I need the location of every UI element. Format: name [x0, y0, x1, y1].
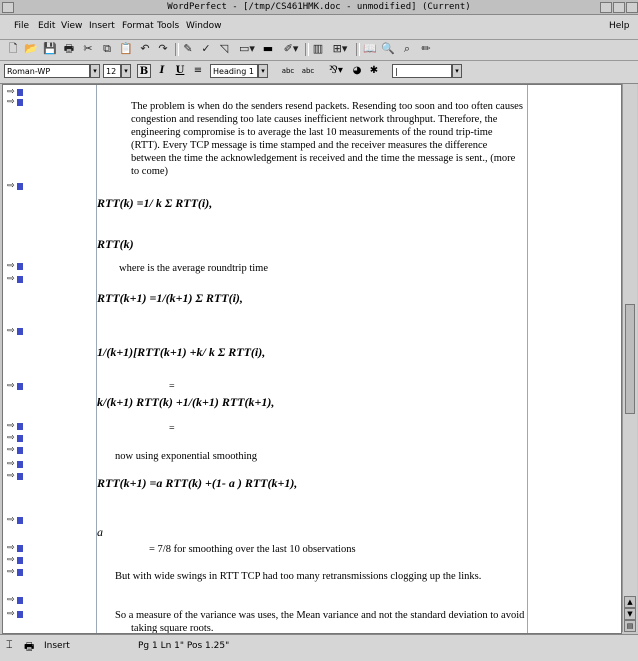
scroll-down-icon[interactable]: ▼ [624, 608, 636, 620]
right-margin-guide [527, 85, 528, 633]
font-name-dropdown[interactable]: ▾ [90, 64, 100, 78]
paragraph-marker[interactable]: ⇨ [7, 447, 25, 455]
window-title: WordPerfect - [/tmp/CS461HMK.doc - unmodified] (Current) [167, 2, 471, 12]
equation-equals-sign: = [169, 381, 175, 392]
equation-rtt-k-plus-1: RTT(k+1) =1/(k+1) Σ RTT(i), [97, 291, 243, 305]
check-icon[interactable]: ✓ [201, 42, 211, 55]
paint-icon[interactable]: ◕ [352, 65, 362, 76]
bold-button[interactable]: B [137, 64, 151, 78]
paragraph-marker[interactable]: ⇨ [7, 461, 25, 469]
cursor-icon[interactable]: ⌶ [6, 638, 13, 651]
paragraph-marker[interactable]: ⇨ [7, 383, 25, 391]
equation-recursive: k/(k+1) RTT(k) +1/(k+1) RTT(k+1), [97, 395, 275, 409]
paragraph-marker[interactable]: ⇨ [7, 611, 25, 619]
open-icon[interactable]: 📂 [24, 42, 38, 55]
printer-icon[interactable]: 🖶 [24, 640, 35, 653]
pen-icon[interactable]: ✏ [421, 42, 431, 55]
menu-window[interactable]: Window [186, 21, 222, 31]
scrollbar-thumb[interactable] [625, 304, 635, 414]
paragraph-marker[interactable]: ⇨ [7, 517, 25, 525]
toolbar-separator [175, 43, 179, 56]
border-icon[interactable]: ▭▾ [239, 42, 255, 55]
italic-button[interactable]: I [159, 65, 165, 76]
insert-mode[interactable]: Insert [44, 641, 70, 651]
shape-icon[interactable]: ◹ [219, 42, 229, 55]
paragraph-marker[interactable]: ⇨ [7, 183, 25, 191]
cursor-position: Pg 1 Ln 1" Pos 1.25" [138, 641, 230, 651]
paragraph-marker[interactable]: ⇨ [7, 276, 25, 284]
zoom-field[interactable]: | [392, 64, 452, 78]
save-icon[interactable]: 💾 [43, 42, 57, 55]
underline-button[interactable]: U [175, 65, 185, 76]
table-icon[interactable]: ⊞▾ [332, 42, 348, 55]
minimize-icon[interactable] [600, 2, 612, 13]
redo-icon[interactable]: ↷ [158, 42, 168, 55]
paragraph-marker[interactable]: ⇨ [7, 473, 25, 481]
equation-expanded: 1/(k+1)[RTT(k+1) +k/ k Σ RTT(i), [97, 345, 266, 359]
new-document-icon[interactable]: 🗋 [8, 42, 18, 55]
menu-edit[interactable]: Edit [38, 21, 56, 31]
equation-equals-sign: = [169, 423, 175, 434]
paragraph-marker[interactable]: ⇨ [7, 435, 25, 443]
menu-tools[interactable]: Tools [157, 21, 180, 31]
paragraph-marker[interactable]: ⇨ [7, 597, 25, 605]
toolbar-separator [356, 43, 360, 56]
zoom-icon[interactable]: ⌕ [403, 42, 411, 55]
toolbar-separator [305, 43, 309, 56]
columns-icon[interactable]: ▥ [312, 42, 324, 55]
equation-exponential: RTT(k+1) =a RTT(k) +(1- a ) RTT(k+1), [97, 476, 298, 490]
copy-icon[interactable]: ⧉ [103, 42, 111, 55]
paragraph-marker[interactable]: ⇨ [7, 89, 25, 97]
paragraph-alpha-value: = 7/8 for smoothing over the last 10 observations [149, 544, 356, 555]
zoom-dropdown[interactable]: ▾ [452, 64, 462, 78]
format-icon[interactable]: ⅋▾ [329, 65, 343, 76]
paragraph-marker[interactable]: ⇨ [7, 263, 25, 271]
menu-file[interactable]: File [14, 21, 30, 31]
symbol-icon[interactable]: ✱ [369, 65, 379, 76]
paragraph-variance: So a measure of the variance was uses, the Mean variance and not the standard deviation to avoid taking square roots. [115, 610, 525, 634]
highlight-icon[interactable]: ✐▾ [283, 42, 299, 55]
close-icon[interactable] [626, 2, 638, 13]
status-bar [0, 634, 638, 661]
spell-check-button[interactable]: abc [281, 67, 295, 75]
paragraph-marker[interactable]: ⇨ [7, 545, 25, 553]
page-icon[interactable]: ▤ [624, 620, 636, 632]
paragraph-where: where is the average roundtrip time [119, 263, 268, 274]
undo-icon[interactable]: ↶ [140, 42, 150, 55]
book-icon[interactable]: 📖 [363, 42, 377, 55]
paragraph-marker[interactable]: ⇨ [7, 99, 25, 107]
menu-bar [0, 15, 638, 40]
find-icon[interactable]: 🔍 [381, 42, 395, 55]
equation-rtt-symbol: RTT(k) [97, 237, 134, 251]
equation-average-rtt: RTT(k) =1/ k Σ RTT(i), [97, 196, 213, 210]
menu-format[interactable]: Format [122, 21, 154, 31]
wand-icon[interactable]: ✎ [183, 42, 193, 55]
scroll-up-icon[interactable]: ▲ [624, 596, 636, 608]
menu-view[interactable]: View [61, 21, 83, 31]
main-toolbar [0, 40, 638, 61]
grammar-button[interactable]: abc [301, 67, 315, 75]
paragraph-intro: The problem is when do the senders resend packets. Resending too soon and too often causes congestion and resending too late causes inefficient network throughput. Therefore, the engineering compromise is to average the last 10 measurements of the round trip-time (RTT). Every TCP message is time stamped and the receiver measures the difference between the time the acknowledgement is received and the time the message is sent., (more to come) [131, 101, 523, 177]
style-dropdown[interactable]: ▾ [258, 64, 268, 78]
vertical-scrollbar[interactable] [622, 84, 637, 632]
justify-icon[interactable]: ≡ [193, 65, 203, 76]
property-bar [0, 61, 638, 84]
window-menu-icon[interactable] [2, 2, 14, 13]
paragraph-smoothing: now using exponential smoothing [115, 451, 258, 462]
style-field[interactable]: Heading 1 [210, 64, 258, 78]
cut-icon[interactable]: ✂ [83, 42, 93, 55]
paragraph-marker[interactable]: ⇨ [7, 569, 25, 577]
line-icon[interactable]: ▬ [262, 42, 274, 55]
font-size-dropdown[interactable]: ▾ [121, 64, 131, 78]
menu-help[interactable]: Help [609, 21, 630, 31]
title-bar [0, 0, 638, 15]
print-icon[interactable]: 🖶 [63, 42, 75, 55]
font-size-field[interactable]: 12 [103, 64, 121, 78]
paragraph-retransmissions: But with wide swings in RTT TCP had too many retransmissions clogging up the links. [115, 571, 482, 582]
document-area[interactable] [2, 84, 622, 634]
maximize-icon[interactable] [613, 2, 625, 13]
paragraph-marker[interactable]: ⇨ [7, 423, 25, 431]
font-name-field[interactable]: Roman-WP [4, 64, 90, 78]
menu-insert[interactable]: Insert [89, 21, 115, 31]
paragraph-marker[interactable]: ⇨ [7, 557, 25, 565]
paragraph-marker[interactable]: ⇨ [7, 328, 25, 336]
equation-alpha: a [97, 525, 103, 539]
paste-icon[interactable]: 📋 [119, 42, 133, 55]
